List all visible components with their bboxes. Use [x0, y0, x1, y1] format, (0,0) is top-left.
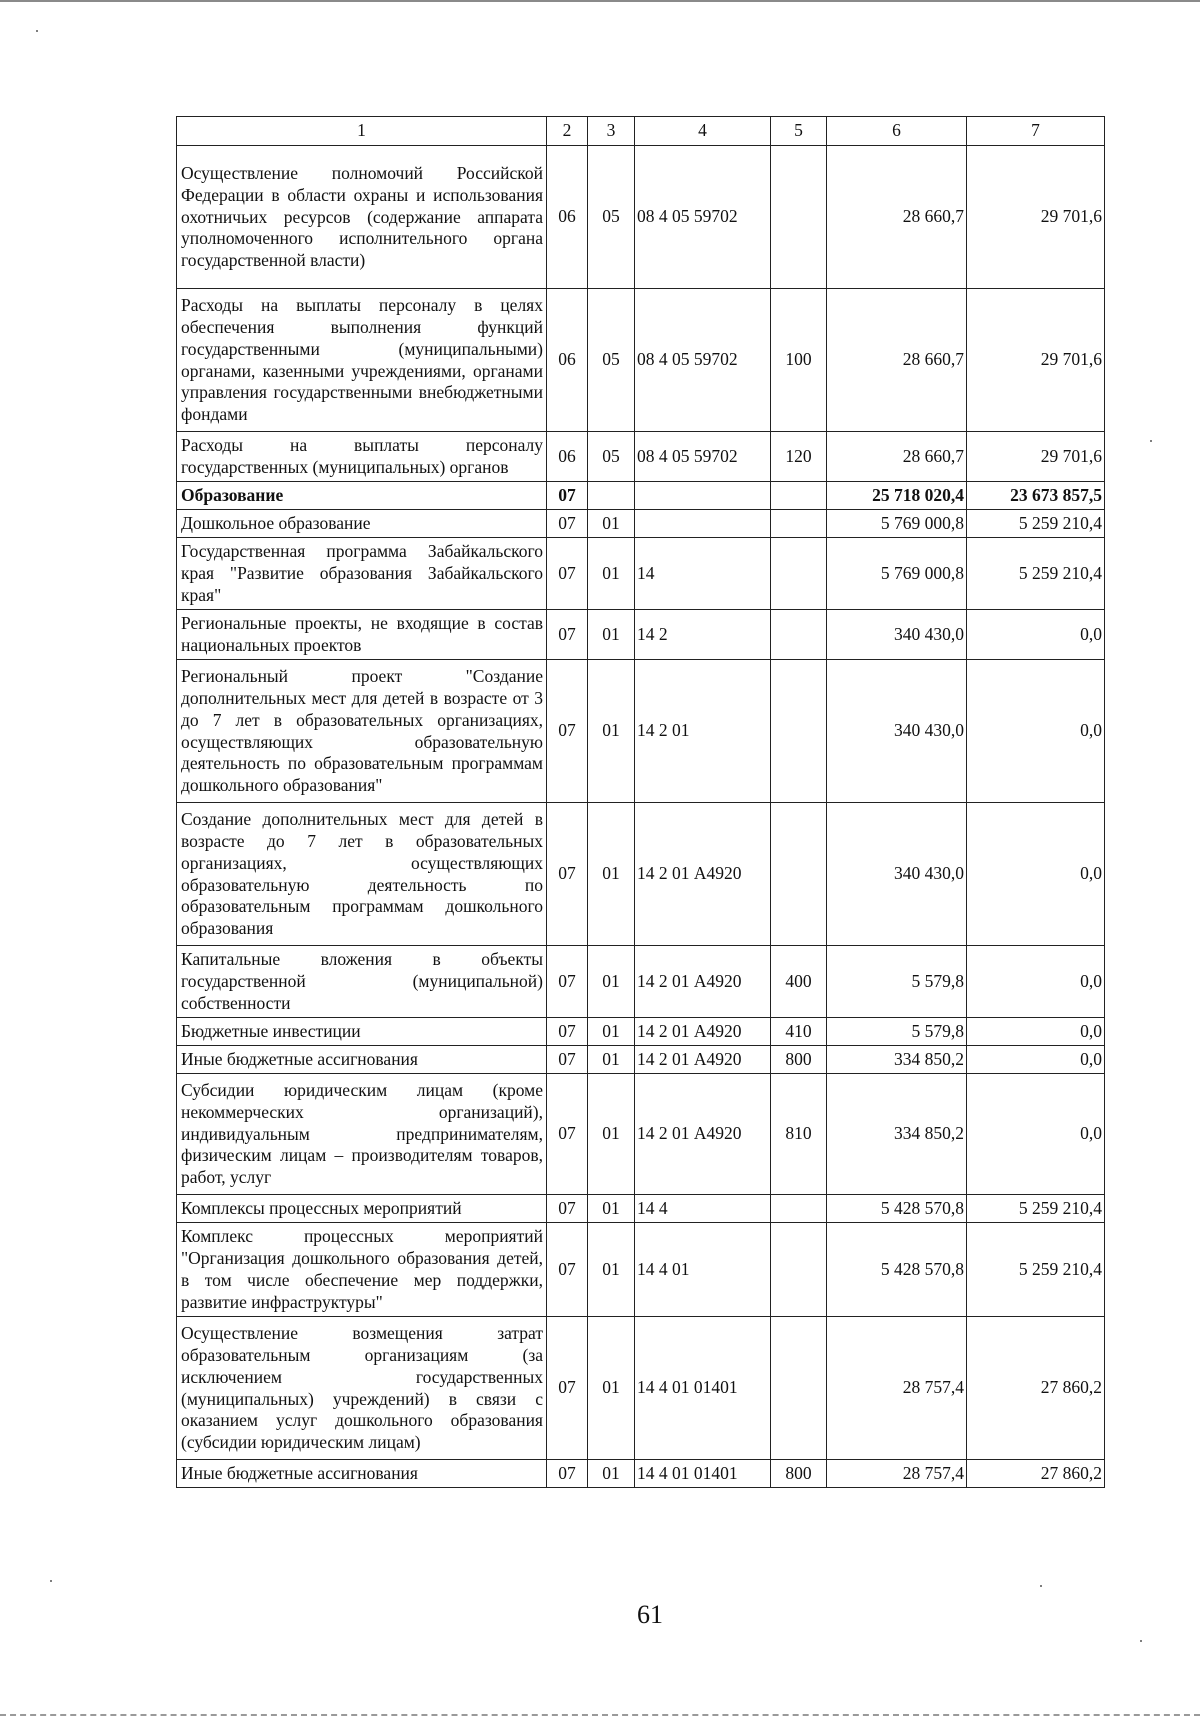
row-expense-type	[771, 146, 827, 289]
row-subsection: 01	[588, 803, 635, 946]
row-expense-type: 810	[771, 1074, 827, 1195]
row-expense-type	[771, 1223, 827, 1317]
row-sum-2: 23 673 857,5	[967, 482, 1105, 510]
row-subsection: 01	[588, 610, 635, 660]
row-section: 07	[547, 1223, 588, 1317]
row-subsection: 05	[588, 289, 635, 432]
header-col-1: 1	[177, 117, 547, 146]
row-section: 07	[547, 610, 588, 660]
row-sum-1: 5 579,8	[827, 1018, 967, 1046]
row-section: 07	[547, 1046, 588, 1074]
row-sum-2: 0,0	[967, 1074, 1105, 1195]
row-sum-2: 5 259 210,4	[967, 510, 1105, 538]
row-name: Расходы на выплаты персоналу в целях обеспечения выполнения функций государственными (муниципальными) органами, казенными учреждениями, органами управления государственными внебюджетными фондами	[177, 289, 547, 432]
row-subsection: 01	[588, 1046, 635, 1074]
row-subsection: 05	[588, 432, 635, 482]
row-name: Дошкольное образование	[177, 510, 547, 538]
row-name: Расходы на выплаты персоналу государственных (муниципальных) органов	[177, 432, 547, 482]
row-target-article	[635, 482, 771, 510]
row-target-article: 08 4 05 59702	[635, 146, 771, 289]
scan-speck	[36, 30, 38, 32]
row-subsection	[588, 482, 635, 510]
row-sum-2: 0,0	[967, 660, 1105, 803]
row-subsection: 01	[588, 1223, 635, 1317]
row-target-article: 14 2	[635, 610, 771, 660]
row-sum-1: 28 757,4	[827, 1317, 967, 1460]
row-sum-1: 5 428 570,8	[827, 1223, 967, 1317]
table-row	[177, 538, 1105, 610]
scan-speck	[50, 1580, 52, 1582]
page-number: 61	[637, 1600, 663, 1629]
row-subsection: 01	[588, 1195, 635, 1223]
row-name: Субсидии юридическим лицам (кроме некоммерческих организаций), индивидуальным предпринимателям, физическим лицам – производителям товаров, работ, услуг	[177, 1074, 547, 1195]
table-row	[177, 432, 1105, 482]
row-expense-type: 100	[771, 289, 827, 432]
row-target-article: 08 4 05 59702	[635, 289, 771, 432]
row-sum-1: 340 430,0	[827, 660, 967, 803]
row-sum-2: 0,0	[967, 1046, 1105, 1074]
row-name: Осуществление полномочий Российской Федерации в области охраны и использования охотничьих ресурсов (содержание аппарата уполномоченного исполнительного органа государственной власти)	[177, 146, 547, 289]
table-row	[177, 289, 1105, 432]
row-name: Иные бюджетные ассигнования	[177, 1046, 547, 1074]
row-section: 06	[547, 432, 588, 482]
row-name: Государственная программа Забайкальского края "Развитие образования Забайкальского края"	[177, 538, 547, 610]
row-subsection: 01	[588, 1460, 635, 1488]
row-sum-1: 340 430,0	[827, 803, 967, 946]
row-subsection: 01	[588, 946, 635, 1018]
scan-bottom-edge	[0, 1714, 1200, 1716]
table-row	[177, 482, 1105, 510]
scan-speck	[1150, 440, 1152, 442]
row-section: 06	[547, 289, 588, 432]
row-sum-2: 29 701,6	[967, 289, 1105, 432]
row-section: 06	[547, 146, 588, 289]
row-sum-2: 27 860,2	[967, 1317, 1105, 1460]
row-target-article: 14 2 01 А4920	[635, 1046, 771, 1074]
row-sum-2: 27 860,2	[967, 1460, 1105, 1488]
row-expense-type	[771, 803, 827, 946]
row-subsection: 01	[588, 538, 635, 610]
row-target-article: 08 4 05 59702	[635, 432, 771, 482]
row-expense-type: 120	[771, 432, 827, 482]
row-sum-1: 334 850,2	[827, 1074, 967, 1195]
table-row	[177, 1195, 1105, 1223]
row-subsection: 05	[588, 146, 635, 289]
scan-speck	[1140, 1640, 1142, 1642]
row-target-article: 14	[635, 538, 771, 610]
row-sum-2: 5 259 210,4	[967, 1223, 1105, 1317]
budget-table	[176, 116, 1105, 1488]
row-expense-type: 800	[771, 1046, 827, 1074]
row-sum-2: 5 259 210,4	[967, 1195, 1105, 1223]
header-col-2: 2	[547, 117, 588, 146]
row-section: 07	[547, 1195, 588, 1223]
row-section: 07	[547, 1460, 588, 1488]
row-sum-1: 28 660,7	[827, 289, 967, 432]
row-target-article: 14 4 01	[635, 1223, 771, 1317]
row-sum-2: 0,0	[967, 610, 1105, 660]
row-target-article: 14 2 01 А4920	[635, 803, 771, 946]
row-section: 07	[547, 538, 588, 610]
row-sum-1: 340 430,0	[827, 610, 967, 660]
row-section: 07	[547, 1074, 588, 1195]
table-row	[177, 803, 1105, 946]
row-sum-2: 0,0	[967, 803, 1105, 946]
row-target-article: 14 4 01 01401	[635, 1460, 771, 1488]
table-row	[177, 660, 1105, 803]
row-name: Комплекс процессных мероприятий "Организация дошкольного образования детей, в том числе обеспечение мер поддержки, развитие инфраструктуры"	[177, 1223, 547, 1317]
row-expense-type: 400	[771, 946, 827, 1018]
row-name: Региональный проект "Создание дополнительных мест для детей в возрасте от 3 до 7 лет в образовательных организациях, осуществляющих образовательную деятельность по образовательным программам дошкольного образования"	[177, 660, 547, 803]
row-sum-1: 334 850,2	[827, 1046, 967, 1074]
table-row	[177, 1223, 1105, 1317]
row-name: Создание дополнительных мест для детей в возрасте до 7 лет в образовательных организациях, осуществляющих образовательную деятельность по образовательным программам дошкольного образования	[177, 803, 547, 946]
row-section: 07	[547, 482, 588, 510]
row-expense-type	[771, 510, 827, 538]
row-subsection: 01	[588, 1018, 635, 1046]
row-name: Осуществление возмещения затрат образовательным организациям (за исключением государственных (муниципальных) учреждений) в связи с оказанием услуг дошкольного образования (субсидии юридическим лицам)	[177, 1317, 547, 1460]
row-sum-1: 28 660,7	[827, 432, 967, 482]
row-section: 07	[547, 510, 588, 538]
table-row	[177, 946, 1105, 1018]
row-section: 07	[547, 1317, 588, 1460]
header-col-7: 7	[967, 117, 1105, 146]
header-col-3: 3	[588, 117, 635, 146]
table-row	[177, 1018, 1105, 1046]
row-target-article: 14 2 01 А4920	[635, 946, 771, 1018]
row-target-article: 14 2 01 А4920	[635, 1074, 771, 1195]
row-subsection: 01	[588, 660, 635, 803]
row-sum-1: 28 660,7	[827, 146, 967, 289]
row-target-article: 14 4 01 01401	[635, 1317, 771, 1460]
row-expense-type: 410	[771, 1018, 827, 1046]
row-target-article	[635, 510, 771, 538]
row-name: Комплексы процессных мероприятий	[177, 1195, 547, 1223]
scan-speck	[1040, 1585, 1042, 1587]
row-sum-1: 25 718 020,4	[827, 482, 967, 510]
row-name: Иные бюджетные ассигнования	[177, 1460, 547, 1488]
table-row	[177, 1460, 1105, 1488]
row-expense-type	[771, 538, 827, 610]
row-subsection: 01	[588, 1074, 635, 1195]
row-name: Капитальные вложения в объекты государственной (муниципальной) собственности	[177, 946, 547, 1018]
row-sum-1: 28 757,4	[827, 1460, 967, 1488]
header-row	[177, 117, 1105, 146]
table-row	[177, 1317, 1105, 1460]
row-name: Бюджетные инвестиции	[177, 1018, 547, 1046]
row-name: Региональные проекты, не входящие в состав национальных проектов	[177, 610, 547, 660]
row-sum-2: 29 701,6	[967, 146, 1105, 289]
header-col-6: 6	[827, 117, 967, 146]
row-sum-2: 29 701,6	[967, 432, 1105, 482]
row-section: 07	[547, 660, 588, 803]
table-row	[177, 510, 1105, 538]
row-target-article: 14 2 01 А4920	[635, 1018, 771, 1046]
row-subsection: 01	[588, 510, 635, 538]
row-expense-type	[771, 1195, 827, 1223]
row-sum-1: 5 428 570,8	[827, 1195, 967, 1223]
table-row	[177, 610, 1105, 660]
row-section: 07	[547, 803, 588, 946]
row-section: 07	[547, 1018, 588, 1046]
row-sum-2: 5 259 210,4	[967, 538, 1105, 610]
header-col-5: 5	[771, 117, 827, 146]
row-sum-1: 5 769 000,8	[827, 510, 967, 538]
row-sum-1: 5 579,8	[827, 946, 967, 1018]
row-target-article: 14 2 01	[635, 660, 771, 803]
row-expense-type	[771, 610, 827, 660]
row-expense-type	[771, 660, 827, 803]
scan-top-edge	[0, 0, 1200, 2]
header-col-4: 4	[635, 117, 771, 146]
table-row	[177, 1046, 1105, 1074]
row-expense-type	[771, 482, 827, 510]
table-row	[177, 1074, 1105, 1195]
row-subsection: 01	[588, 1317, 635, 1460]
row-expense-type: 800	[771, 1460, 827, 1488]
row-section: 07	[547, 946, 588, 1018]
row-sum-1: 5 769 000,8	[827, 538, 967, 610]
row-target-article: 14 4	[635, 1195, 771, 1223]
row-name: Образование	[177, 482, 547, 510]
row-sum-2: 0,0	[967, 946, 1105, 1018]
row-expense-type	[771, 1317, 827, 1460]
row-sum-2: 0,0	[967, 1018, 1105, 1046]
table-row	[177, 146, 1105, 289]
